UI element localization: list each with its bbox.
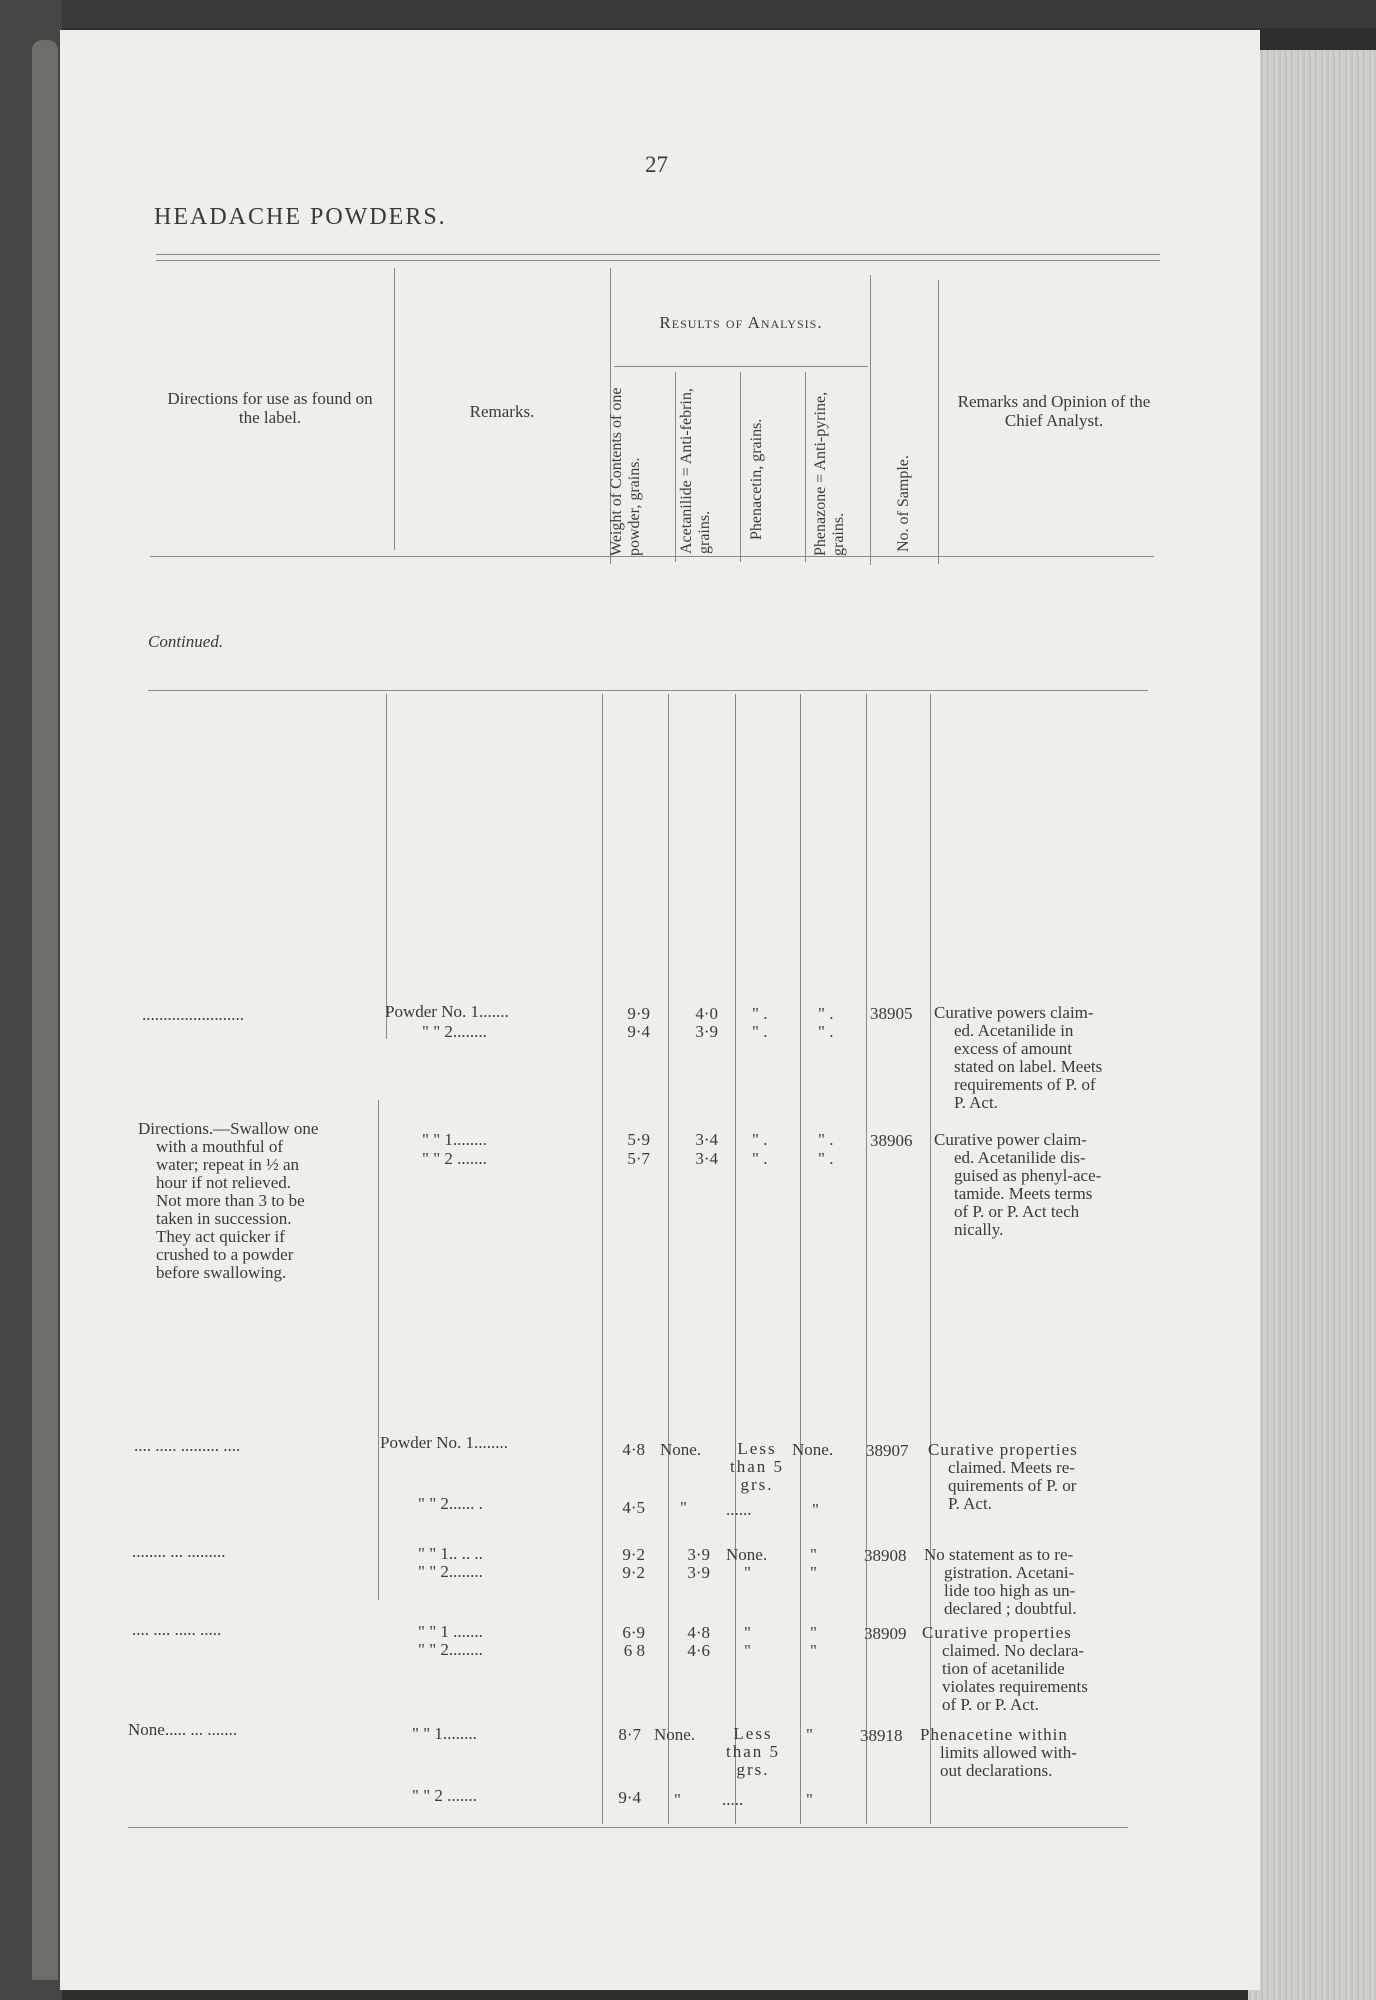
results-rule [614,366,868,367]
acetanilide-value: 3·9 [687,1563,710,1582]
weight-value: 9·2 [622,1563,645,1582]
opinion-line: Curative properties [922,1623,1072,1642]
row-remark: " " 1.. .. .. [418,1544,483,1563]
opinion-line: Phenacetine within [920,1725,1068,1744]
book-spine-strip [32,40,58,1980]
row-remark: Powder No. 1........ [380,1433,508,1452]
directions-line: with a mouthful of [156,1137,284,1156]
phenacetin-value: " [744,1623,751,1642]
sample-number: 38906 [870,1131,913,1150]
opinion-line: gistration. Acetani- [944,1563,1075,1582]
header-results: Results of Analysis. [659,313,823,332]
weight-value: 6 8 [623,1641,645,1660]
top-rule-2 [156,260,1160,261]
phenazone-value: " [810,1623,817,1642]
phenacetin-value: " [744,1563,751,1582]
opinion-line: Curative powers claim- [934,1003,1094,1022]
acetanilide-value: " [674,1790,681,1809]
sample-number: 38909 [864,1624,907,1643]
weight-value: 4·5 [622,1498,645,1517]
opinion-text [934,1131,1154,1239]
opinion-text [924,1546,1150,1618]
header-opinion: Remarks and Opinion of the Chief Analyst. [957,392,1151,430]
body-col-rule-4 [735,694,736,1824]
header-col-rule-4 [938,280,939,564]
directions-line: They act quicker if [156,1227,285,1246]
continued-label: Continued. [148,632,224,651]
directions-text: ........ ... ......... [132,1542,226,1561]
directions-text: .... ..... ......... .... [134,1436,241,1455]
body-col-rule-1a [386,694,387,1039]
directions-text: ........................ [142,1005,244,1024]
sample-number: 38905 [870,1004,913,1023]
header-sub-rule-3 [805,372,806,562]
header-sub-rule-1 [675,372,676,562]
phenacetin-value: None. [726,1545,768,1564]
opinion-line: claimed. Meets re- [948,1458,1075,1477]
opinion-line: of P. or P. Act. [942,1695,1039,1714]
header-sub-rule-2 [740,372,741,562]
opinion-line: P. Act. [954,1093,998,1112]
opinion-text [928,1441,1148,1513]
opinion-line: out declarations. [940,1761,1053,1780]
body-bottom-rule [128,1827,1128,1828]
row-remark: " " 2........ [422,1022,487,1041]
opinion-line: Curative properties [928,1440,1078,1459]
phenazone-value: " [810,1641,817,1660]
opinion-line: ed. Acetanilide dis- [954,1148,1086,1167]
weight-value: 4·8 [622,1440,645,1459]
phenacetin-value: " [744,1641,751,1660]
acetanilide-value: 3·9 [695,1022,718,1041]
header-weight: Weight of Contents of one powder, grains. [608,387,643,556]
body-col-rule-6 [866,694,867,1824]
acetanilide-value: 3·9 [687,1545,710,1564]
opinion-line: requirements of P. of [954,1075,1096,1094]
acetanilide-value: 3·4 [695,1149,718,1168]
header-acetanilide: Acetanilide = Anti-febrin, grains. [678,388,713,554]
phenacetin-value: ...... [726,1500,752,1519]
header-remarks: Remarks. [469,402,535,421]
acetanilide-value: None. [654,1725,696,1744]
section-title: HEADACHE POWDERS. [154,204,447,230]
row-remark: " " 2 ....... [422,1149,487,1168]
header-phenacetin: Phenacetin, grains. [748,418,765,540]
opinion-line: nically. [954,1220,1004,1239]
directions-line: hour if not relieved. [156,1173,292,1192]
sample-number: 38918 [860,1726,903,1745]
header-directions: Directions for use as found on the label. [167,389,373,427]
body-col-rule-1b [378,1100,379,1600]
opinion-line: guised as phenyl-ace- [954,1166,1102,1185]
directions-line: taken in succession. [156,1209,292,1228]
row-remark: " " 2...... . [418,1494,483,1513]
row-remark: Powder No. 1....... [385,1002,509,1021]
acetanilide-value: 4·0 [695,1004,718,1023]
header-phenazone: Phenazone = Anti-pyrine, grains. [812,391,847,556]
weight-value: 9·4 [618,1788,641,1807]
opinion-line: violates requirements [942,1677,1088,1696]
body-top-rule [148,690,1148,691]
directions-line: crushed to a powder [156,1245,294,1264]
directions-line: Not more than 3 to be [156,1191,305,1210]
acetanilide-value: " [680,1498,687,1517]
phenazone-value: " . [818,1004,834,1023]
directions-text: None..... ... ....... [128,1720,238,1739]
header-bottom-rule [150,556,1154,557]
phenazone-value: " [812,1500,819,1519]
opinion-text [922,1624,1150,1714]
acetanilide-value: None. [660,1440,702,1459]
page-number: 27 [645,152,668,177]
weight-value: 5·9 [627,1130,650,1149]
opinion-line: ed. Acetanilide in [954,1021,1074,1040]
opinion-line: Curative power claim- [934,1130,1087,1149]
header-col-rule-1 [394,268,395,550]
phenacetin-value: " . [752,1149,768,1168]
header-sample-no: No. of Sample. [895,455,912,552]
phenacetin-value: " . [752,1130,768,1149]
opinion-line: lide too high as un- [944,1581,1076,1600]
phenazone-value: " . [818,1022,834,1041]
opinion-line: No statement as to re- [924,1545,1074,1564]
opinion-line: of P. or P. Act tech [954,1202,1080,1221]
opinion-text [934,1004,1154,1112]
sample-number: 38907 [866,1441,909,1460]
opinion-line: tion of acetanilide [942,1659,1065,1678]
opinion-line: stated on label. Meets [954,1057,1103,1076]
weight-value: 6·9 [622,1623,645,1642]
opinion-line: excess of amount [954,1039,1073,1058]
acetanilide-value: 4·8 [687,1623,710,1642]
scan-top-border [0,0,1376,28]
opinion-line: claimed. No declara- [942,1641,1085,1660]
phenacetin-value: Less than 5 grs. [729,1439,785,1494]
directions-text [138,1120,378,1282]
header-col-rule-3 [870,275,871,565]
row-remark: " " 1 ....... [418,1622,483,1641]
acetanilide-value: 4·6 [687,1641,710,1660]
directions-line: Directions.—Swallow one [138,1119,319,1138]
row-remark: " " 1........ [422,1130,487,1149]
opinion-text [920,1726,1150,1780]
row-remark: " " 2........ [418,1562,483,1581]
opinion-line: quirements of P. or [948,1476,1077,1495]
phenazone-value: None. [792,1440,834,1459]
phenacetin-value: Less than 5 grs. [725,1724,781,1779]
row-remark: " " 2 ....... [412,1786,477,1805]
phenacetin-value: ..... [722,1790,744,1809]
weight-value: 5·7 [627,1149,650,1168]
opinion-line: P. Act. [948,1494,992,1513]
page-edges [1248,50,1376,2000]
phenazone-value: " [806,1725,813,1744]
sample-number: 38908 [864,1546,907,1565]
opinion-line: tamide. Meets terms [954,1184,1093,1203]
phenacetin-value: " . [752,1004,768,1023]
weight-value: 9·4 [627,1022,650,1041]
row-remark: " " 1........ [412,1724,477,1743]
directions-line: before swallowing. [156,1263,287,1282]
weight-value: 8·7 [618,1725,641,1744]
directions-text: .... .... ..... ..... [132,1620,222,1639]
phenazone-value: " [810,1563,817,1582]
directions-line: water; repeat in ½ an [156,1155,300,1174]
opinion-line: declared ; doubtful. [944,1599,1077,1618]
phenacetin-value: " . [752,1022,768,1041]
phenazone-value: " . [818,1149,834,1168]
body-col-rule-5 [800,694,801,1824]
weight-value: 9·2 [622,1545,645,1564]
weight-value: 9·9 [627,1004,650,1023]
phenazone-value: " . [818,1130,834,1149]
opinion-line: limits allowed with- [940,1743,1077,1762]
top-rule-1 [156,254,1160,255]
acetanilide-value: 3·4 [695,1130,718,1149]
phenazone-value: " [810,1545,817,1564]
row-remark: " " 2........ [418,1640,483,1659]
phenazone-value: " [806,1790,813,1809]
